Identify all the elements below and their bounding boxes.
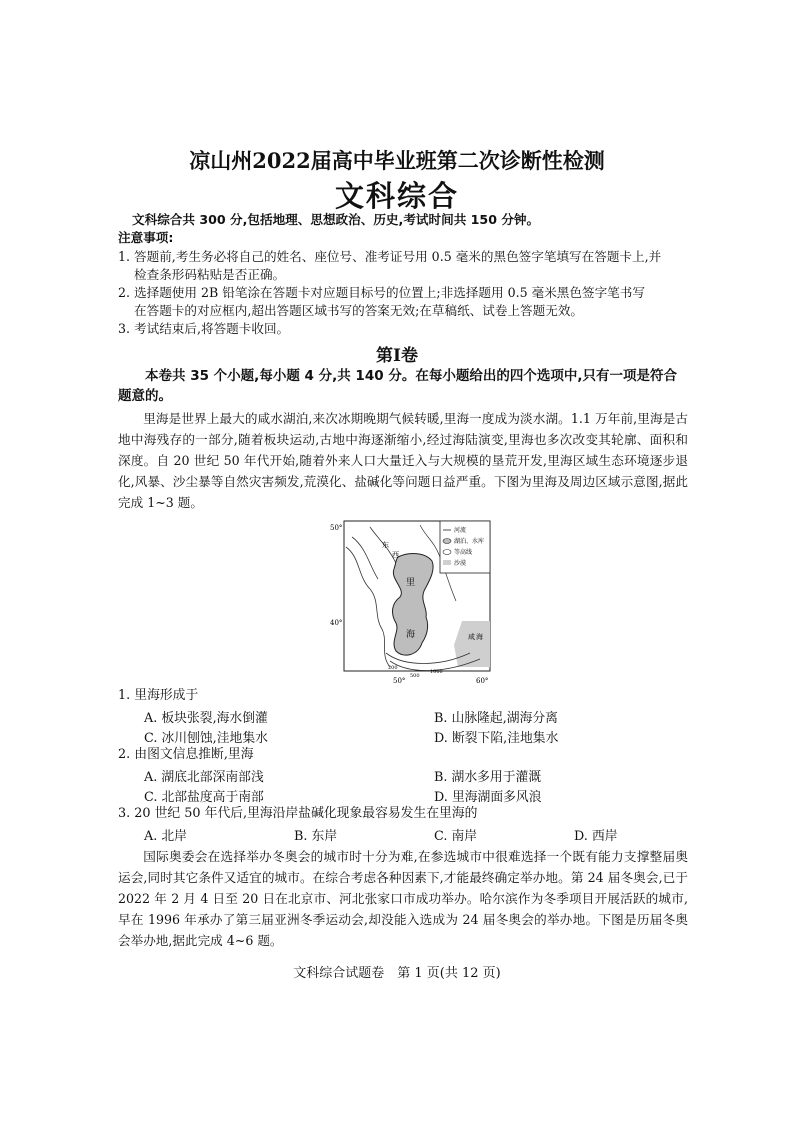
question-3-stem: 3. 20 世纪 50 年代后,里海沿岸盐碱化现象最容易发生在里海的 — [118, 806, 478, 821]
question-2-stem: 2. 由图文信息推断,里海 — [118, 747, 254, 762]
lake-legend-icon — [443, 539, 451, 544]
caspian-sea-map — [330, 517, 500, 687]
contour-label: 200 — [388, 665, 398, 671]
question-2-option-c: C. 北部盐度高于南部 — [144, 790, 264, 805]
page-footer: 文科综合试题卷 第 1 页(共 12 页) — [293, 966, 501, 981]
contour-label: 1000 — [430, 669, 443, 675]
question-3-option-a: A. 北岸 — [144, 829, 187, 844]
note-2: 2. 选择题使用 2B 铅笔涂在答题卡对应题目标号的位置上;非选择题用 0.5 毫米黑色签字笔书写 — [118, 285, 645, 300]
map-char: 咸 — [468, 633, 475, 641]
latitude-label: 40° — [330, 619, 343, 627]
lake-char: 里 — [406, 578, 416, 588]
question-1-option-c: C. 冰川刨蚀,洼地集水 — [144, 731, 268, 746]
map-char: 西 — [392, 551, 399, 559]
question-1-option-d: D. 断裂下陷,洼地集水 — [434, 731, 559, 746]
legend-desert: 沙漠 — [454, 560, 467, 567]
question-1-stem: 1. 里海形成于 — [118, 688, 199, 703]
latitude-label: 50° — [330, 524, 343, 532]
map-char: 东 — [382, 541, 389, 549]
question-2-option-d: D. 里海湖面多风浪 — [434, 790, 542, 805]
question-1-option-a: A. 板块张裂,海水倒灌 — [144, 711, 268, 726]
notes-heading: 注意事项: — [118, 230, 174, 245]
section-intro: 本卷共 35 个小题,每小题 4 分,共 140 分。在每小题给出的四个选项中,只有一项是符合题意的。 — [118, 368, 677, 404]
desert-legend-icon — [443, 560, 451, 565]
passage-1: 里海是世界上最大的咸水湖泊,来次冰期晚期气候转暖,里海一度成为淡水湖。1.1 万年前,里海是古地中海残存的一部分,随着板块运动,古地中海逐渐缩小,经过海陆演变,里海也多次改变其轮廓、面积和深度。自 20 世纪 50 年代开始,随着外来人口大量迁入与大规模的垦荒开发,里海区域生态环境逐步退化,风暴、沙尘暴等自然灾害频发,荒漠化、盐碱化等问题日益严重。下图为里海及周边区域示意图,据此完成 1~3 题。 — [118, 411, 688, 510]
passage-2: 国际奥委会在选择举办冬奥会的城市时十分为难,在参选城市中很难选择一个既有能力支撑整届奥运会,同时其它条件又适宜的城市。在综合考虑各种因素下,才能最终确定举办地。第 24 届冬奥会,已于 2022 年 2 月 4 日至 20 日在北京市、河北张家口市成功举办。哈尔滨作为冬季项目开展活跃的城市,早在 1996 年承办了第三届亚洲冬季运动会,却没能入选成为 24 届冬奥会的举办地。下图是历届冬奥会举办地,据此完成 4~6 题。 — [118, 849, 688, 948]
exam-info: 文科综合共 300 分,包括地理、思想政治、历史,考试时间共 150 分钟。 — [132, 212, 540, 227]
exam-title: 凉山州2022届高中毕业班第二次诊断性检测 — [189, 148, 605, 173]
question-1-option-b: B. 山脉隆起,湖海分离 — [434, 711, 558, 726]
question-2-option-b: B. 湖水多用于灌溉 — [434, 770, 542, 785]
longitude-label: 50° — [393, 677, 406, 685]
legend-river: 河流 — [454, 527, 467, 534]
section-title: 第Ⅰ卷 — [376, 346, 418, 366]
lake-char: 海 — [406, 630, 416, 640]
legend-lake: 湖泊、水库 — [454, 538, 485, 545]
question-2-option-a: A. 湖底北部深南部浅 — [144, 770, 264, 785]
map-char: 海 — [476, 633, 483, 641]
note-2-cont: 在答题卡的对应框内,超出答题区域书写的答案无效;在草稿纸、试卷上答题无效。 — [134, 303, 584, 318]
question-3-option-c: C. 南岸 — [434, 829, 478, 844]
longitude-label: 60° — [476, 677, 489, 685]
note-1: 1. 答题前,考生务必将自己的姓名、座位号、准考证号用 0.5 毫米的黑色签字笔填写在答题卡上,并 — [118, 249, 662, 264]
note-3: 3. 考试结束后,将答题卡收回。 — [118, 321, 290, 336]
question-3-option-d: D. 西岸 — [574, 829, 618, 844]
subject-title: 文科综合 — [334, 179, 459, 213]
note-1-cont: 检查条形码粘贴是否正确。 — [134, 267, 286, 282]
legend-contour: 等高线 — [454, 549, 473, 556]
contour-label: 500 — [410, 673, 420, 679]
question-3-option-b: B. 东岸 — [294, 829, 338, 844]
